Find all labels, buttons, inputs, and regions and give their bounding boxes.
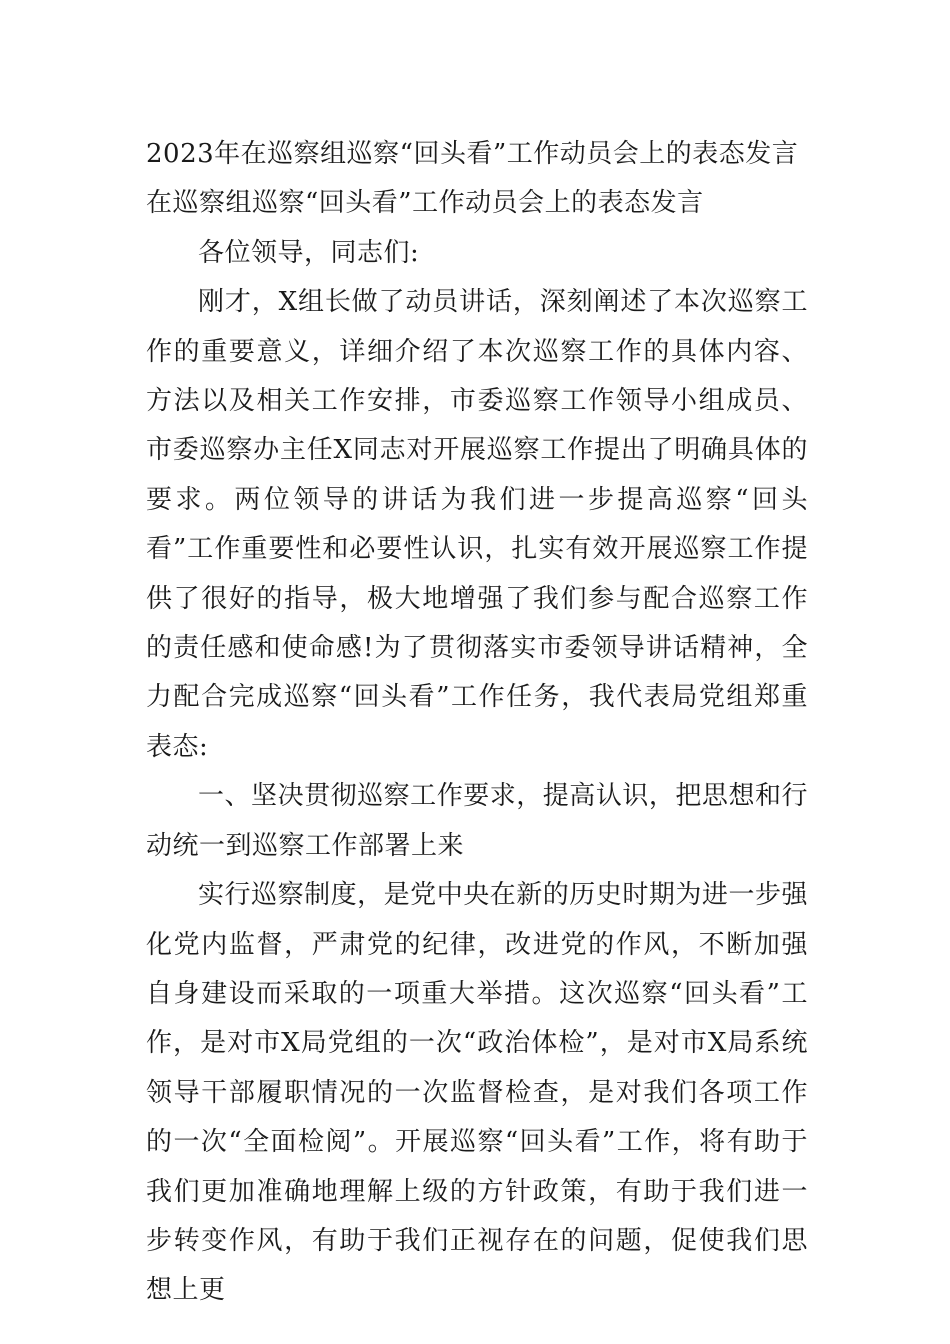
- document-subtitle: 在巡察组巡察“回头看”工作动员会上的表态发言: [146, 188, 704, 219]
- paragraph-opening: 刚才，X组长做了动员讲话，深刻阐述了本次巡察工作的重要意义，详细介绍了本次巡察工作的具体内容、方法以及相关工作安排，市委巡察工作领导小组成员、市委巡察办主任X同志对开展巡察工作提出了明确具体的要求。两位领导的讲话为我们进一步提高巡察“回头看”工作重要性和必要性认识，扎实有效开展巡察工作提供了很好的指导，极大地增强了我们参与配合巡察工作的责任感和使命感!为了贯彻落实市委领导讲话精神，全力配合完成巡察“回头看”工作任务，我代表局党组郑重表态:: [146, 287, 808, 762]
- document-body: [146, 130, 808, 1316]
- section-heading-1: 一、坚决贯彻巡察工作要求，提高认识，把思想和行动统一到巡察工作部署上来: [146, 781, 808, 861]
- paragraph-inspection-system: 实行巡察制度，是党中央在新的历史时期为进一步强化党内监督，严肃党的纪律，改进党的作风，不断加强自身建设而采取的一项重大举措。这次巡察“回头看”工作，是对市X局党组的一次“政治体检”，是对市X局系统领导干部履职情况的一次监督检查，是对我们各项工作的一次“全面检阅”。开展巡察“回头看”工作，将有助于我们更加准确地理解上级的方针政策，有助于我们进一步转变作风，有助于我们正视存在的问题，促使我们思想上更: [146, 880, 808, 1306]
- document-title: 2023年在巡察组巡察“回头看”工作动员会上的表态发言: [146, 139, 799, 169]
- salutation: 各位领导，同志们:: [198, 237, 420, 268]
